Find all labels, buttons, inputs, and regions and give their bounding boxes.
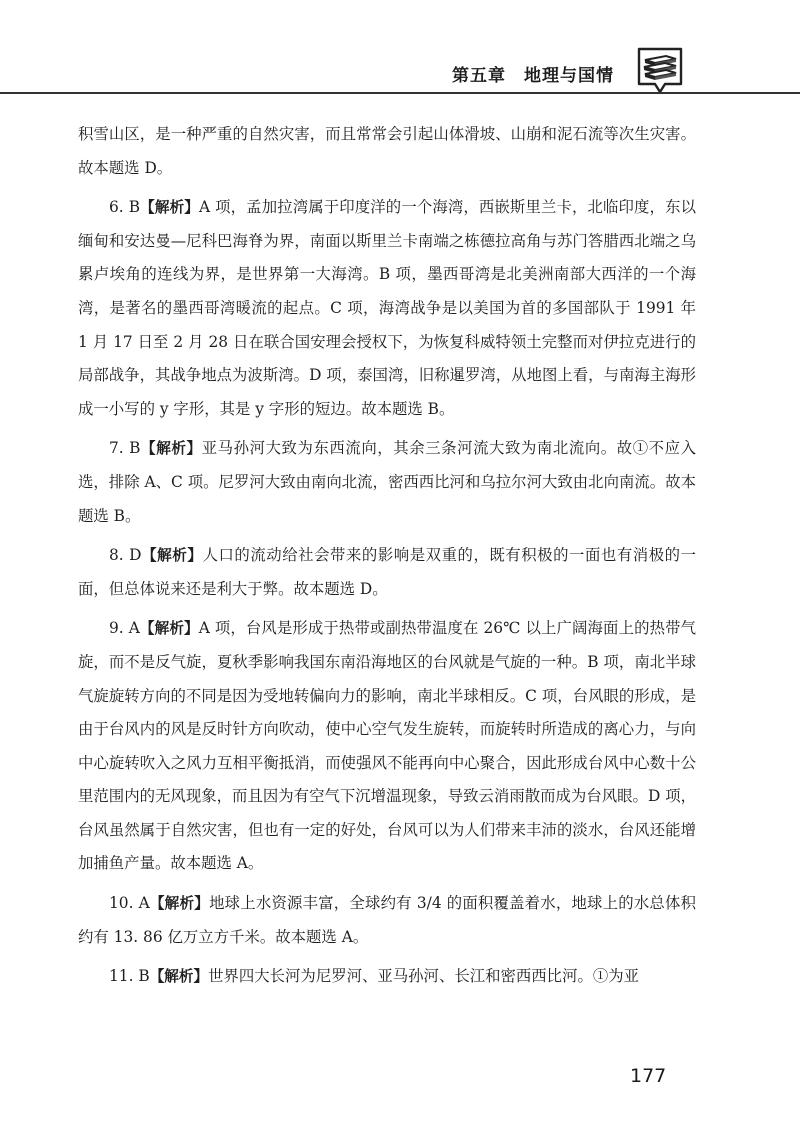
answer-item-8	[78, 539, 696, 606]
chapter-title	[452, 61, 614, 86]
answer-item-6	[78, 191, 696, 426]
answer-text: A 项，台风是形成于热带或副热带温度在 26℃ 以上广阔海面上的热带气旋，而不是反气旋，夏秋季影响我国东南沿海地区的台风就是气旋的一种。B 项，南北半球气旋旋转方向的不同是因为受地转偏向力的影响，南北半球相反。C 项，台风眼的形成，是由于台风内的风是反时针方向吹动，使中心空气发生旋转，而旋转时所造成的离心力，与向中心旋转吹入之风力互相平衡抵消，而使强风不能再向中心聚合，因此形成台风中心数十公里范围内的无风现象，而且因为有空气下沉增温现象，导致云消雨散而成为台风眼。D 项，台风虽然属于自然灾害，但也有一定的好处，台风可以为人们带来丰沛的淡水，台风还能增加捕鱼产量。故本题选 A。	[78, 619, 696, 873]
books-icon	[636, 46, 684, 94]
answer-item-7	[78, 432, 696, 533]
answer-number: 9. A	[109, 619, 140, 638]
chapter-number: 第五章	[452, 66, 506, 86]
paragraph-text: 积雪山区，是一种严重的自然灾害，而且常常会引起山体滑坡、山崩和泥石流等次生灾害。故本题选 D。	[78, 125, 696, 177]
answer-number: 11. B	[109, 967, 150, 986]
page-number: 177	[630, 1065, 667, 1087]
answer-number: 7. B	[109, 439, 141, 458]
answer-text: 亚马孙河大致为东西流向，其余三条河流大致为南北流向。故①不应入选，排除 A、C 项。尼罗河大致由南向北流，密西西比河和乌拉尔河大致由北向南流。故本题选 B。	[78, 439, 696, 525]
page-header	[0, 0, 800, 100]
answer-text: A 项，孟加拉湾属于印度洋的一个海湾，西嵌斯里兰卡，北临印度，东以缅甸和安达曼—尼科巴海脊为界，南面以斯里兰卡南端之栋德拉高角与苏门答腊西北端之乌累卢埃角的连线为界，是世界第一大海湾。B 项，墨西哥湾是北美洲南部大西洋的一个海湾，是著名的墨西哥湾暖流的起点。C 项，海湾战争是以美国为首的多国部队于 1991 年 1 月 17 日至 2 月 28 日在联合国安理会授权下，为恢复科威特领土完整而对伊拉克进行的局部战争，其战争地点为波斯湾。D 项，泰国湾，旧称暹罗湾，从地图上看，与南海主海形成一小写的 y 字形，其是 y 字形的短边。故本题选 B。	[78, 198, 696, 418]
analysis-tag: 【解析】	[149, 968, 209, 986]
answer-explanations	[78, 118, 696, 1000]
answer-number: 10. A	[109, 894, 150, 913]
answer-item-10	[78, 887, 696, 954]
analysis-tag: 【解析】	[139, 620, 199, 638]
analysis-tag: 【解析】	[149, 895, 210, 913]
analysis-tag: 【解析】	[140, 440, 202, 458]
analysis-tag: 【解析】	[141, 547, 203, 565]
chapter-name: 地理与国情	[524, 66, 614, 86]
answer-item-9	[78, 612, 696, 881]
answer-number: 8. D	[109, 546, 142, 565]
answer-text: 人口的流动给社会带来的影响是双重的，既有积极的一面也有消极的一面，但总体说来还是利大于弊。故本题选 D。	[78, 546, 696, 598]
answer-text: 世界四大长河为尼罗河、亚马孙河、长江和密西西比河。①为亚	[208, 967, 640, 986]
paragraph-continued	[78, 118, 696, 185]
answer-number: 6. B	[109, 198, 141, 217]
answer-text: 地球上水资源丰富，全球约有 3/4 的面积覆盖着水，地球上的水总体积约有 13. 86 亿万立方千米。故本题选 A。	[78, 894, 696, 946]
header-rule	[0, 92, 800, 94]
answer-item-11	[78, 960, 696, 994]
analysis-tag: 【解析】	[140, 199, 200, 217]
